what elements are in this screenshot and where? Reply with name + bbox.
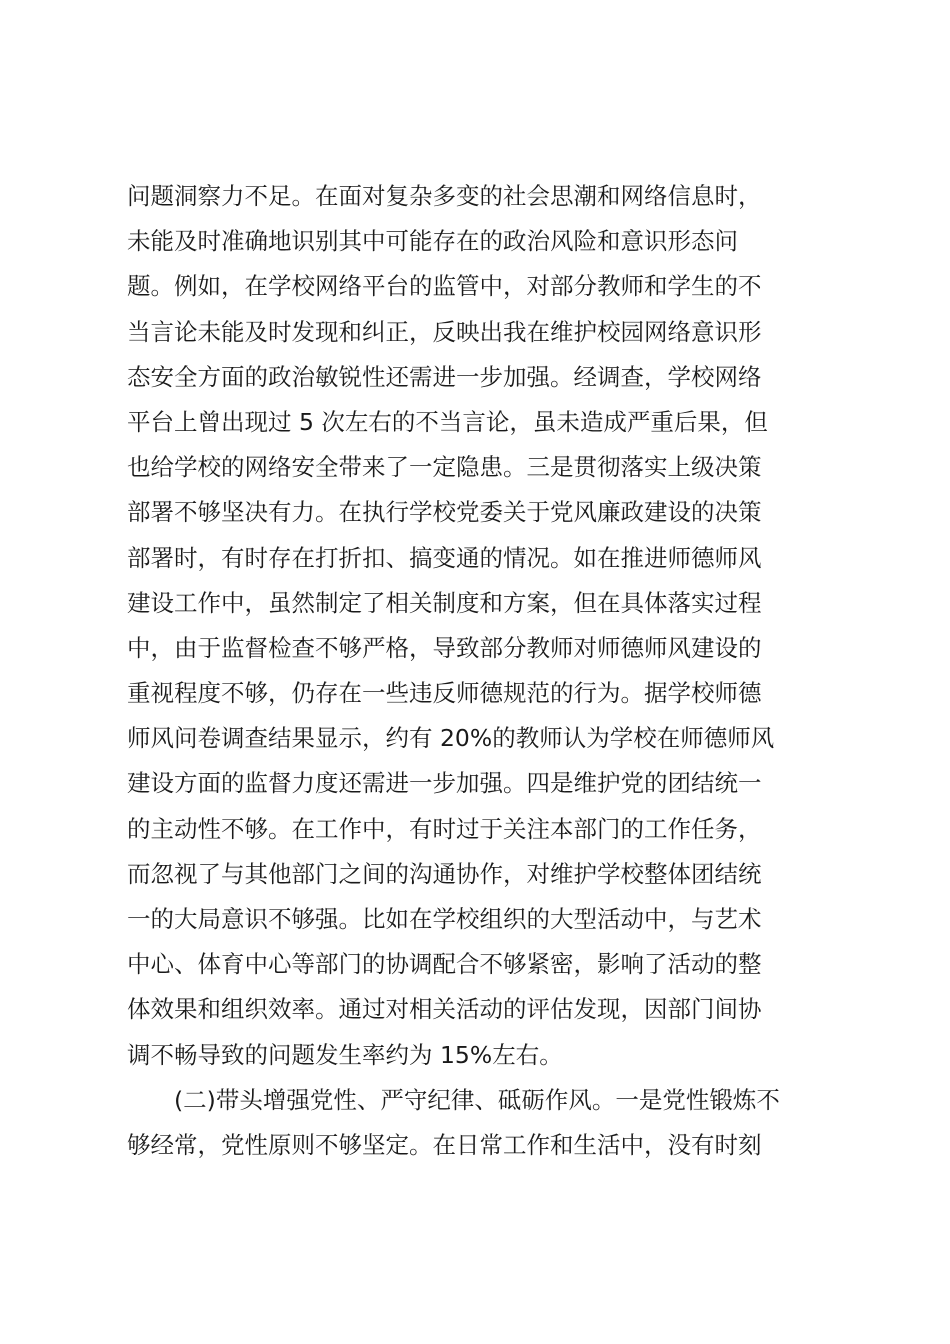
text-line: 而忽视了与其他部门之间的沟通协作，对维护学校整体团结统	[127, 859, 762, 888]
text-line: 未能及时准确地识别其中可能存在的政治风险和意识形态问	[127, 227, 738, 256]
text-line: 当言论未能及时发现和纠正，反映出我在维护校园网络意识形	[127, 317, 762, 346]
text-line: 中心、体育中心等部门的协调配合不够紧密，影响了活动的整	[127, 950, 762, 979]
text-line: 问题洞察力不足。在面对复杂多变的社会思潮和网络信息时，	[127, 182, 762, 210]
text-line: 建设工作中，虽然制定了相关制度和方案，但在具体落实过程	[127, 588, 762, 617]
text-line: 调不畅导致的问题发生率约为 15%左右。	[127, 1040, 563, 1069]
body-text	[127, 174, 827, 1168]
text-line: 中，由于监督检查不够严格，导致部分教师对师德师风建设的	[127, 633, 762, 662]
text-line: 题。例如，在学校网络平台的监管中，对部分教师和学生的不	[127, 272, 762, 301]
text-line: 一的大局意识不够强。比如在学校组织的大型活动中，与艺术	[127, 905, 762, 933]
text-line: 建设方面的监督力度还需进一步加强。四是维护党的团结统一	[127, 769, 762, 798]
text-line: 部署不够坚决有力。在执行学校党委关于党风廉政建设的决策	[127, 498, 762, 527]
text-line: 体效果和组织效率。通过对相关活动的评估发现，因部门间协	[127, 995, 762, 1024]
text-line: 态安全方面的政治敏锐性还需进一步加强。经调查，学校网络	[127, 362, 762, 391]
section-heading-line: (二)带头增强党性、严守纪律、砥砺作风。一是党性锻炼不	[174, 1085, 780, 1114]
text-line: 够经常，党性原则不够坚定。在日常工作和生活中，没有时刻	[127, 1130, 762, 1159]
text-line: 的主动性不够。在工作中，有时过于关注本部门的工作任务，	[127, 814, 762, 843]
text-line: 部署时，有时存在打折扣、搞变通的情况。如在推进师德师风	[127, 543, 762, 572]
text-line: 平台上曾出现过 5 次左右的不当言论，虽未造成严重后果，但	[127, 407, 768, 436]
text-line: 师风问卷调查结果显示，约有 20%的教师认为学校在师德师风	[127, 724, 775, 753]
text-line: 重视程度不够，仍存在一些违反师德规范的行为。据学校师德	[127, 679, 762, 708]
text-line: 也给学校的网络安全带来了一定隐患。三是贯彻落实上级决策	[127, 453, 762, 482]
